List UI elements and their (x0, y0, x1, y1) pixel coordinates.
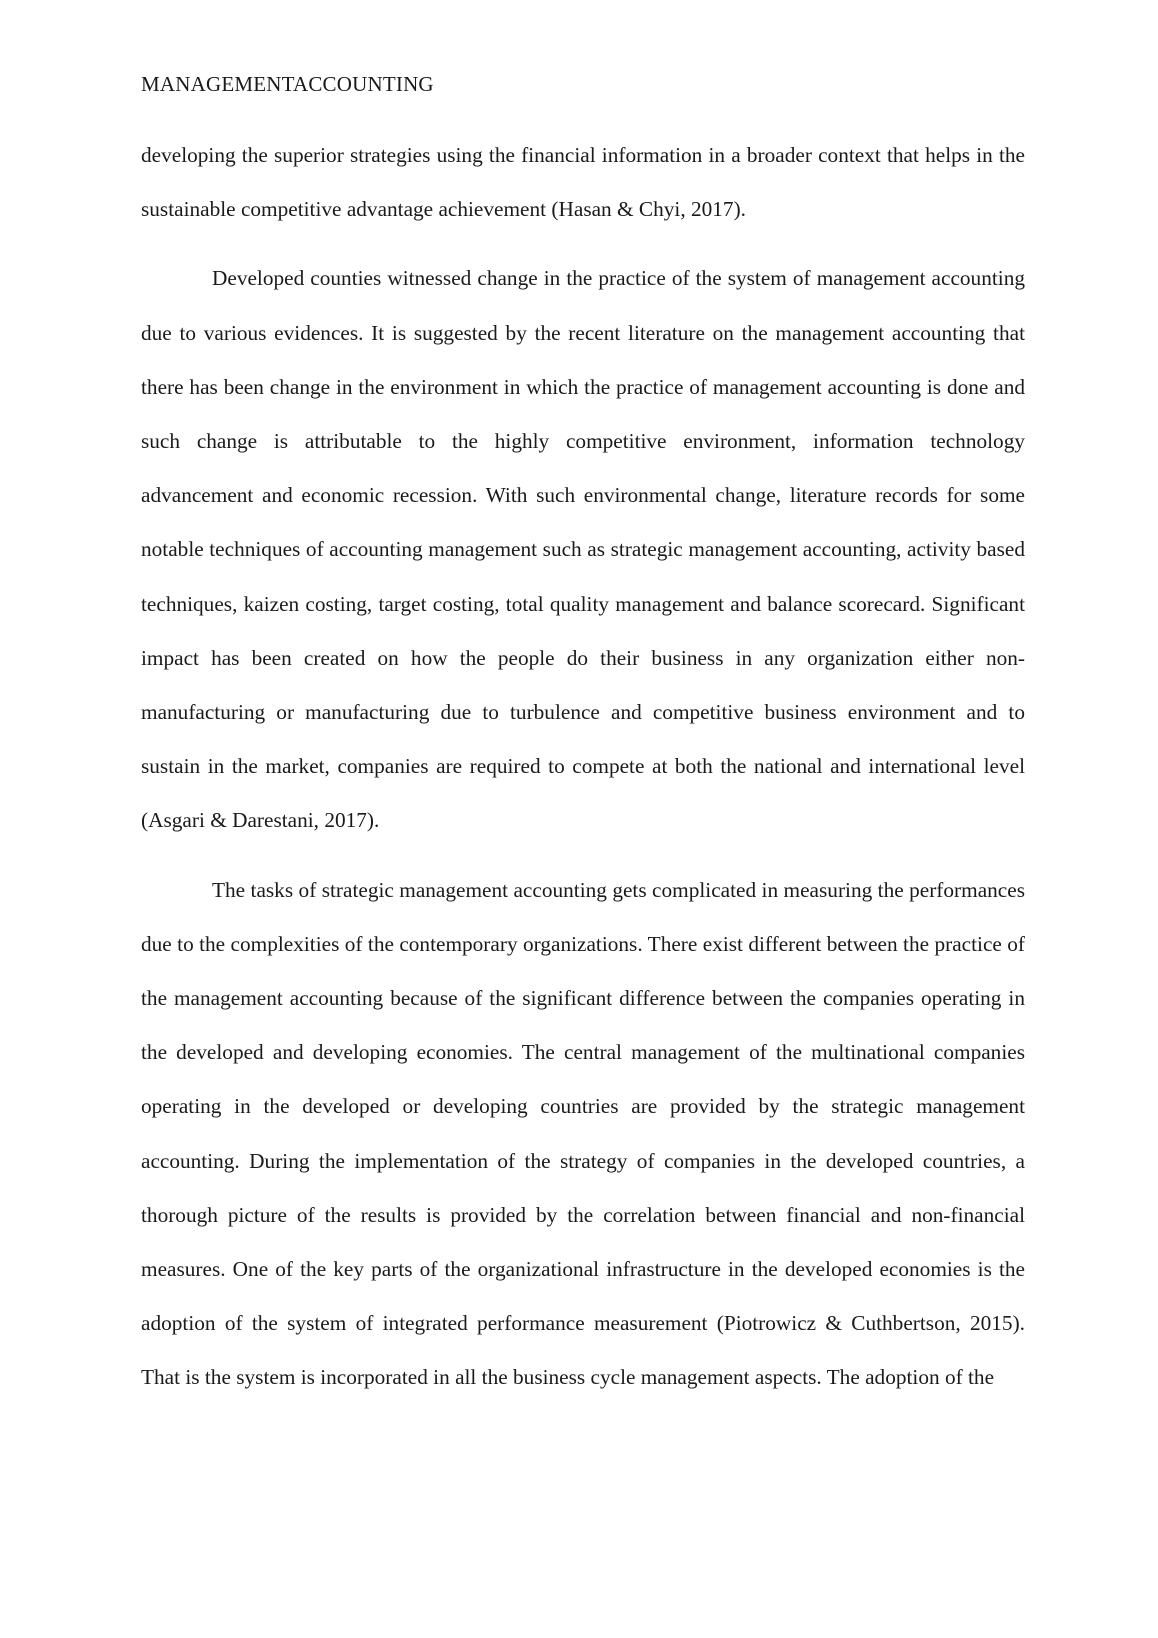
body-text (141, 128, 1025, 1420)
paragraph-2: Developed counties witnessed change in the practice of the system of management accounting due to various evidences. It is suggested by the recent literature on the management accounting that there has been change in the environment in which the practice of management accounting is done and such change is attributable to the highly competitive environment, information technology advancement and economic recession. With such environmental change, literature records for some notable techniques of accounting management such as strategic management accounting, activity based techniques, kaizen costing, target costing, total quality management and balance scorecard. Significant impact has been created on how the people do their business in any organization either non-manufacturing or manufacturing due to turbulence and competitive business environment and to sustain in the market, companies are required to compete at both the national and international level (Asgari & Darestani, 2017). (141, 266, 1025, 833)
paragraph-3: The tasks of strategic management accounting gets complicated in measuring the performances due to the complexities of the contemporary organizations. There exist different between the practice of the management accounting because of the significant difference between the companies operating in the developed and developing economies. The central management of the multinational companies operating in the developed or developing countries are provided by the strategic management accounting. During the implementation of the strategy of companies in the developed countries, a thorough picture of the results is provided by the correlation between financial and non-financial measures. One of the key parts of the organizational infrastructure in the developed economies is the adoption of the system of integrated performance measurement (Piotrowicz & Cuthbertson, 2015). That is the system is incorporated in all the business cycle management aspects. The adoption of the (141, 877, 1025, 1390)
running-header: MANAGEMENTACCOUNTING (141, 72, 434, 96)
paragraph-1: developing the superior strategies using the financial information in a broader context that helps in the sustainable competitive advantage achievement (Hasan & Chyi, 2017). (141, 143, 1025, 222)
